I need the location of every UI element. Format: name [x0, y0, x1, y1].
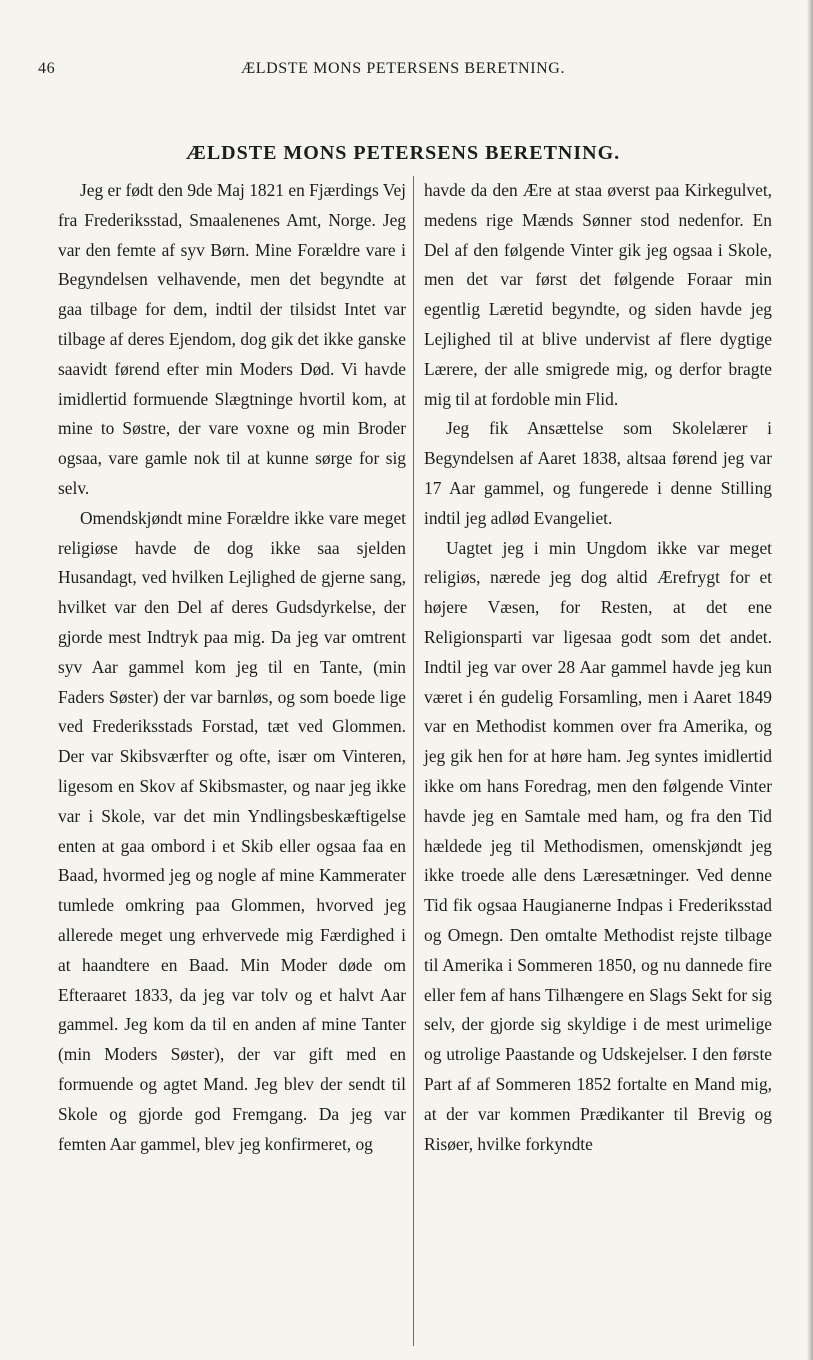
column-divider	[413, 176, 414, 1346]
running-title: ÆLDSTE MONS PETERSENS BERETNING.	[240, 60, 566, 77]
page-edge-shadow	[807, 0, 813, 1360]
chapter-heading: ÆLDSTE MONS PETERSENS BERETNING.	[185, 142, 621, 164]
right-column	[424, 176, 772, 1159]
running-head	[38, 60, 768, 86]
paragraph: Omendskjøndt mine Forældre ikke vare meget religiøse havde de dog ikke saa sjelden Husandagt, ved hvilken Lejlighed de gjerne sang, hvilket var den Del af deres Gudsdyrkelse, der gjorde mest Indtryk paa mig. Da jeg var omtrent syv Aar gammel kom jeg til en Tante, (min Faders Søster) der var barnløs, og som boede lige ved Frederiksstads Forstad, tæt ved Glommen. Der var Skibsværfter og ofte, især om Vinteren, ligesom en Skov af Skibsmaster, og naar jeg ikke var i Skole, var det min Yndlingsbeskæftigelse enten at gaa ombord i et Skib eller ogsaa faa en Baad, hvormed jeg og nogle af mine Kammerater tumlede omkring paa Glommen, hvorved jeg allerede meget ung erhvervede mig Færdighed i at haandtere en Baad. Min Moder døde om Efteraaret 1833, da jeg var tolv og et halvt Aar gammel. Jeg kom da til en anden af mine Tanter (min Moders Søster), der var gift med en formuende og agtet Mand. Jeg blev der sendt til Skole og gjorde god Fremgang. Da jeg var femten Aar gammel, blev jeg konfirmeret, og	[58, 507, 406, 1154]
paragraph-continued: havde da den Ære at staa øverst paa Kirkegulvet, medens rige Mænds Sønner stod nedenfor. En Del af den følgende Vinter gik jeg ogsaa i Skole, men det var først det følgende Foraar min egentlig Læretid begyndte, og siden havde jeg Lejlighed til at blive undervist af flere dygtige Lærere, der alle smigrede mig, og derfor bragte mig til at fordoble min Flid.	[424, 180, 772, 409]
paragraph: Uagtet jeg i min Ungdom ikke var meget religiøs, nærede jeg dog altid Ærefrygt for et højere Væsen, for Resten, at det ene Religionsparti var ligesaa godt som det andet. Indtil jeg var over 28 Aar gammel havde jeg kun været i én gudelig Forsamling, men i Aaret 1849 var en Methodist kommen over fra Amerika, og jeg gik hen for at høre ham. Jeg syntes imidlertid ikke om hans Foredrag, men den følgende Vinter havde jeg en Samtale med ham, og fra den Tid hældede jeg til Methodismen, omenskjøndt jeg ikke troede alle dens Læresætninger. Ved denne Tid fik ogsaa Haugianerne Indpas i Frederiksstad og Omegn. Den omtalte Methodist rejste tilbage til Amerika i Sommeren 1850, og nu dannede fire eller fem af hans Tilhængere en Slags Sekt for sig selv, der gjorde sig skyldige i de mest urimelige og utrolige Paastande og Udskejelser. I den første Part af af Sommeren 1852 fortalte en Mand mig, at der var kommen Prædikanter til Brevig og Risøer, hvilke forkyndte	[424, 537, 772, 1154]
left-column	[58, 176, 406, 1159]
page-number: 46	[38, 60, 56, 77]
paragraph: Jeg er født den 9de Maj 1821 en Fjærdings Vej fra Frederiksstad, Smaalenenes Amt, Norge. Jeg var den femte af syv Børn. Mine Forældre vare i Begyndelsen velhavende, men det begyndte at gaa tilbage for dem, indtil der tilsidst Intet var tilbage af deres Ejendom, dog gik det ikke ganske saavidt førend efter min Moders Død. Vi havde imidlertid formuende Slægtninge hvortil kom, at mine to Søstre, der vare voxne og min Broder ogsaa, vare gamle nok til at kunne sørge for sig selv.	[58, 180, 406, 498]
paragraph: Jeg fik Ansættelse som Skolelærer i Begyndelsen af Aaret 1838, altsaa førend jeg var 17 Aar gammel, og fungerede i denne Stilling indtil jeg adlød Evangeliet.	[424, 418, 772, 528]
